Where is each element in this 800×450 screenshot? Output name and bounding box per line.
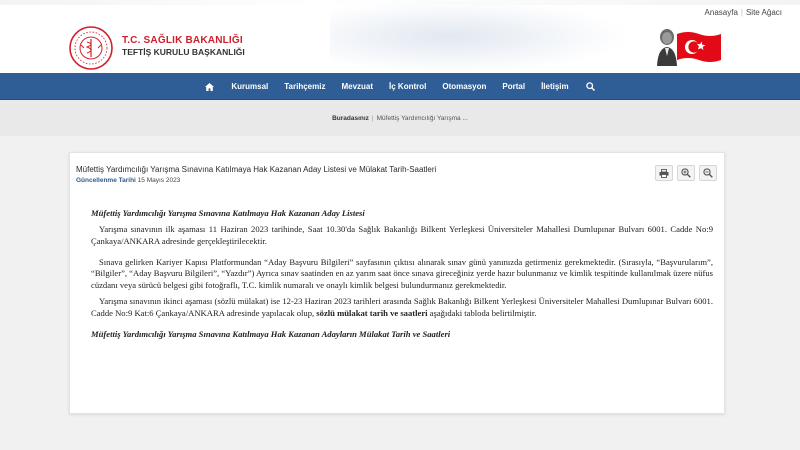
turkish-flag-icon — [676, 30, 722, 64]
article-heading-1: Müfettiş Yardımcılığı Yarışma Sınavına Katılmaya Hak Kazanan Aday Listesi — [91, 208, 365, 218]
nav-item-otomasyon[interactable]: Otomasyon — [442, 82, 487, 91]
article-body — [91, 208, 713, 341]
brand-title[interactable] — [122, 35, 245, 57]
site-header — [0, 0, 800, 73]
breadcrumb — [0, 100, 800, 136]
ministry-logo[interactable] — [68, 25, 114, 71]
updated-value: 15 Mayıs 2023 — [137, 177, 181, 184]
article-heading-2: Müfettiş Yardımcılığı Yarışma Sınavına Katılmaya Hak Kazanan Adayların Mülakat Tarih ve Saatleri — [91, 328, 451, 339]
article-paragraph-1: Yarışma sınavının ilk aşaması 11 Haziran 2023 tarihinde, Saat 10.30'da Sağlık Bakanlığı Bilkent Yerleşkesi Üniversiteler Mahallesi Dumlupınar Bulvarı 6001. Cadde No:9 Çankaya/ANKARA adresinde gerçekleştirilecektir. — [91, 223, 713, 246]
interview-dates-emphasis: sözlü mülakat tarih ve saatleri — [316, 308, 428, 319]
nav-item-portal[interactable]: Portal — [502, 82, 526, 91]
zoom-in-button[interactable] — [677, 165, 695, 181]
paragraph-3-text-after: aşağıdaki tabloda belirtilmiştir. — [427, 308, 537, 319]
page-title: Müfettiş Yardımcılığı Yarışma Sınavına Katılmaya Hak Kazanan Aday Listesi ve Mülakat Tarih-Saatleri — [76, 165, 437, 174]
zoom-out-button[interactable] — [699, 165, 717, 181]
content-card — [69, 152, 725, 414]
breadcrumb-label: Buradasınız — [332, 114, 369, 122]
brand-line-1: T.C. SAĞLIK BAKANLIĞI — [122, 35, 243, 46]
print-button[interactable] — [655, 165, 673, 181]
updated-date — [76, 177, 180, 184]
sitemap-link[interactable]: Site Ağacı — [745, 8, 782, 17]
header-background-art — [330, 0, 630, 73]
zoom-in-icon — [681, 168, 691, 178]
nav-item-tarihcemiz[interactable]: Tarihçemiz — [284, 82, 326, 91]
zoom-out-icon — [703, 168, 713, 178]
updated-label: Güncellenme Tarihi — [76, 177, 136, 184]
nav-item-ic-kontrol[interactable]: İç Kontrol — [389, 82, 427, 91]
nav-item-iletisim[interactable]: İletişim — [541, 82, 569, 91]
nav-item-mevzuat[interactable]: Mevzuat — [341, 82, 374, 91]
main-navigation — [0, 73, 800, 100]
top-links-separator: | — [740, 8, 743, 17]
home-link[interactable]: Anasayfa — [704, 8, 738, 17]
brand-line-2: TEFTİŞ KURULU BAŞKANLIĞI — [122, 47, 245, 57]
home-icon[interactable] — [196, 73, 223, 100]
breadcrumb-band — [0, 100, 800, 136]
page-tools — [655, 165, 717, 181]
article-paragraph-3 — [91, 296, 713, 320]
breadcrumb-current[interactable]: Müfettiş Yardımcılığı Yarışma ... — [376, 114, 468, 122]
top-links — [705, 8, 782, 17]
print-icon — [659, 169, 669, 178]
paragraph-3-text-before: Yarışma sınavının ikinci aşaması (sözlü mülakat) ise 12-23 Haziran 2023 tarihleri arasında Sağlık Bakanlığı Bilkent Yerleşkesi Üniversiteler Mahallesi Dumlupınar Bulvarı 6001. Cadde No:9 Kat:6 Çankaya/ANKARA adresinde yapılacak olup, — [91, 296, 713, 319]
breadcrumb-separator: | — [371, 114, 374, 122]
search-icon[interactable] — [577, 73, 604, 100]
article-paragraph-2: Sınava gelirken Kariyer Kapısı Platformundan “Aday Başvuru Bilgileri” sayfasının çıktısı alınarak sınav günü yanınızda getirmeniz gerekmektedir. (Sırasıyla, “Başvurularım”, “Bilgiler”, “Aday Başvuru Bilgileri”, “Yazdır”) Ayrıca sınav saatinden en az yarım saat önce sınava gireceğiniz yerde hazır bulunmanız ve kimlik tespitinde kullanılmak üzere nüfus cüzdanı veya sürücü belgesi gibi fotoğraflı, T.C. kimlik numaralı ve onaylı kimlik belgesi bulundurmanız gerekmektedir. — [91, 256, 713, 291]
nav-item-kurumsal[interactable]: Kurumsal — [231, 82, 269, 91]
